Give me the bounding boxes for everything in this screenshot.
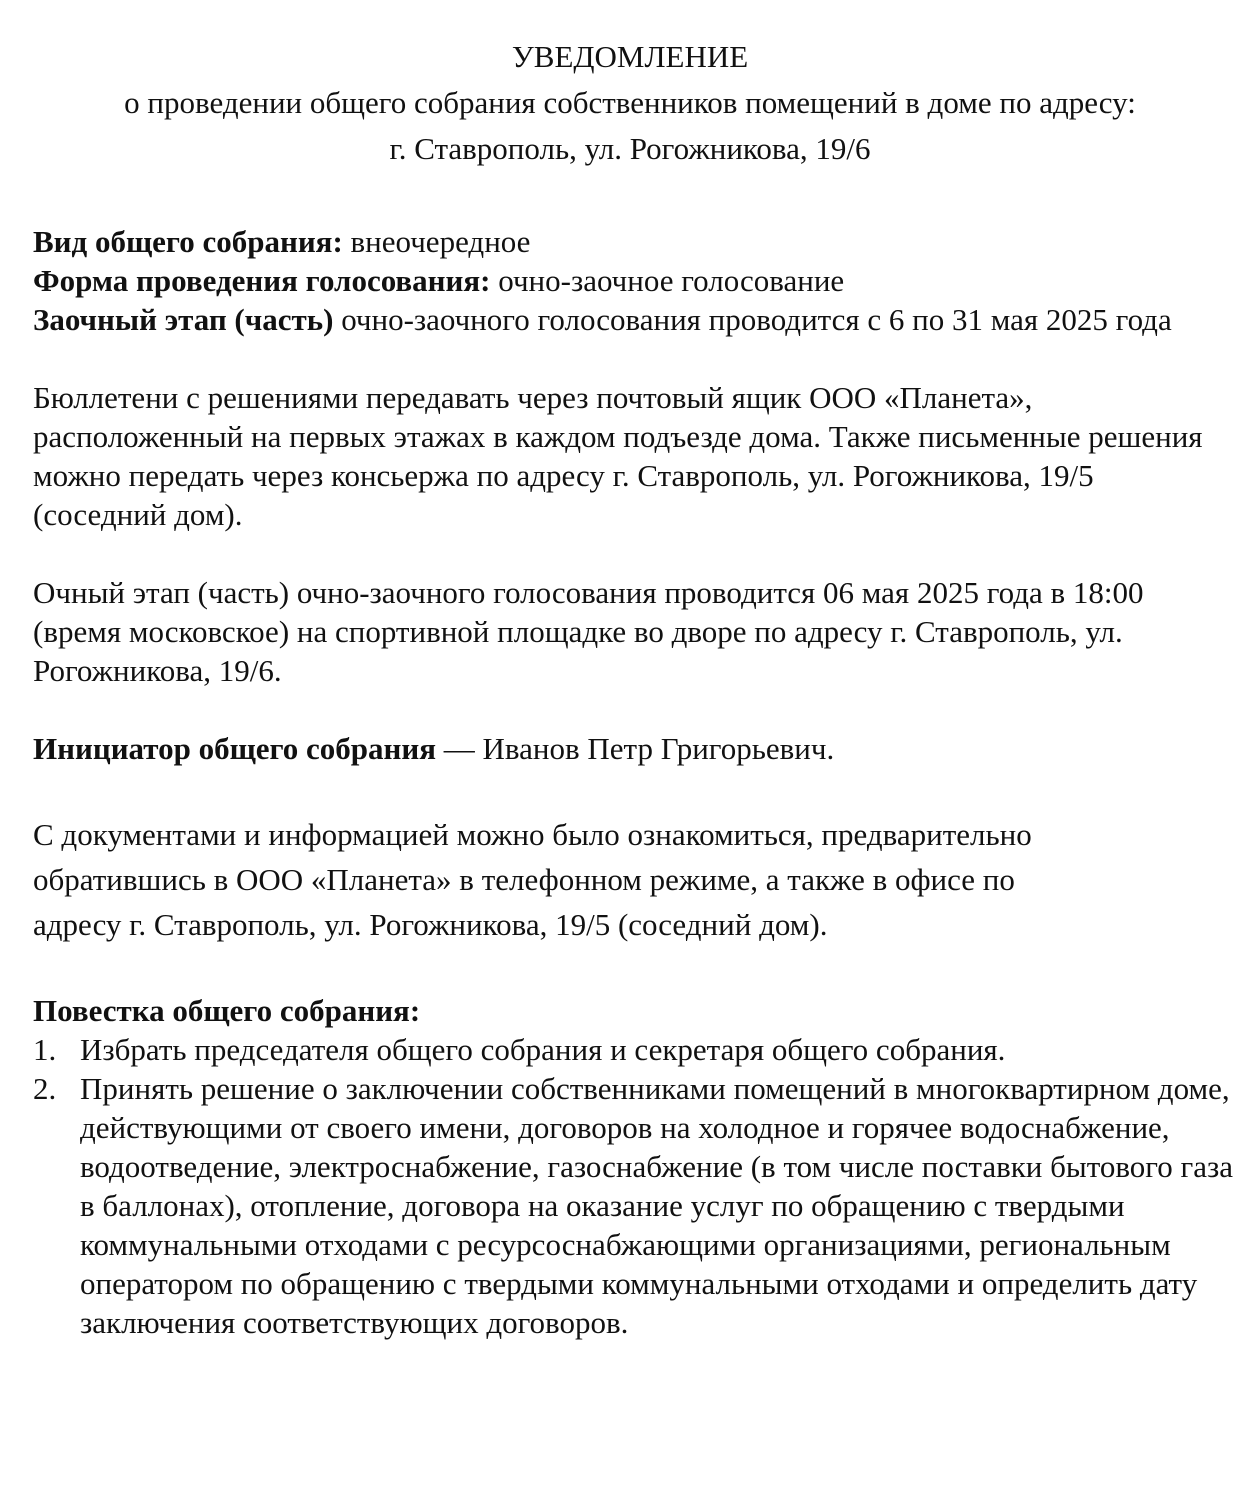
notice-title: УВЕДОМЛЕНИЕ xyxy=(511,39,749,74)
agenda-list xyxy=(33,1030,1233,1342)
agenda-item xyxy=(33,1030,1233,1069)
meeting-type-label: Вид общего собрания: xyxy=(33,224,343,259)
notice-address: г. Ставрополь, ул. Рогожникова, 19/6 xyxy=(389,131,871,166)
spacer xyxy=(33,172,1233,222)
meeting-type-value: внеочередное xyxy=(342,224,531,259)
documents-paragraph xyxy=(33,812,1233,947)
spacer xyxy=(33,690,1233,729)
initiator-value: — Иванов Петр Григорьевич. xyxy=(436,731,835,766)
agenda-title: Повестка общего собрания: xyxy=(33,993,421,1028)
spacer xyxy=(33,768,1233,812)
voting-form-value: очно-заочное голосование xyxy=(490,263,845,298)
agenda-item xyxy=(33,1069,1233,1342)
initiator-label: Инициатор общего собрания xyxy=(33,731,437,766)
ballots-paragraph: Бюллетени с решениями передавать через почтовый ящик ООО «Планета», расположенный на первых этажах в каждом подъезде дома. Также письменные решения можно передать через консьержа по адресу г. Ставрополь, ул. Рогожникова, 19/5 (соседний дом). xyxy=(33,380,1203,532)
meeting-type-line xyxy=(33,222,1233,261)
documents-line: адресу г. Ставрополь, ул. Рогожникова, 19/5 (соседний дом). xyxy=(33,907,828,942)
documents-line: С документами и информацией можно было ознакомиться, предварительно xyxy=(33,817,1032,852)
agenda-section xyxy=(33,991,1233,1342)
notice-header xyxy=(0,34,1260,172)
initiator-line xyxy=(33,729,1233,768)
documents-line: обратившись в ООО «Планета» в телефонном режиме, а также в офисе по xyxy=(33,862,1015,897)
agenda-item-number: 2. xyxy=(33,1071,57,1106)
document-page xyxy=(33,34,1233,1342)
voting-form-line xyxy=(33,261,1233,300)
spacer xyxy=(33,534,1233,573)
voting-form-label: Форма проведения голосования: xyxy=(33,263,491,298)
remote-stage-line xyxy=(33,300,1233,339)
notice-subtitle: о проведении общего собрания собственников помещений в доме по адресу: xyxy=(124,85,1136,120)
in-person-paragraph: Очный этап (часть) очно-заочного голосования проводится 06 мая 2025 года в 18:00 (время московское) на спортивной площадке во дворе по адресу г. Ставрополь, ул. Рогожникова, 19/6. xyxy=(33,575,1144,688)
remote-stage-value: очно-заочного голосования проводится с 6 по 31 мая 2025 года xyxy=(333,302,1172,337)
spacer xyxy=(33,339,1233,378)
meeting-details xyxy=(33,222,1233,339)
agenda-item-text: Избрать председателя общего собрания и секретаря общего собрания. xyxy=(80,1032,1006,1067)
remote-stage-label: Заочный этап (часть) xyxy=(33,302,334,337)
agenda-item-text: Принять решение о заключении собственниками помещений в многоквартирном доме, действующими от своего имени, договоров на холодное и горячее водоснабжение, водоотведение, электроснабжение, газоснабжение (в том числе поставки бытового газа в баллонах), отопление, договора на оказание услуг по обращению с твердыми коммунальными отходами с ресурсоснабжающими организациями, региональным оператором по обращению с твердыми коммунальными отходами и определить дату заключения соответствующих договоров. xyxy=(80,1071,1233,1340)
agenda-item-number: 1. xyxy=(33,1032,57,1067)
spacer xyxy=(33,947,1233,991)
